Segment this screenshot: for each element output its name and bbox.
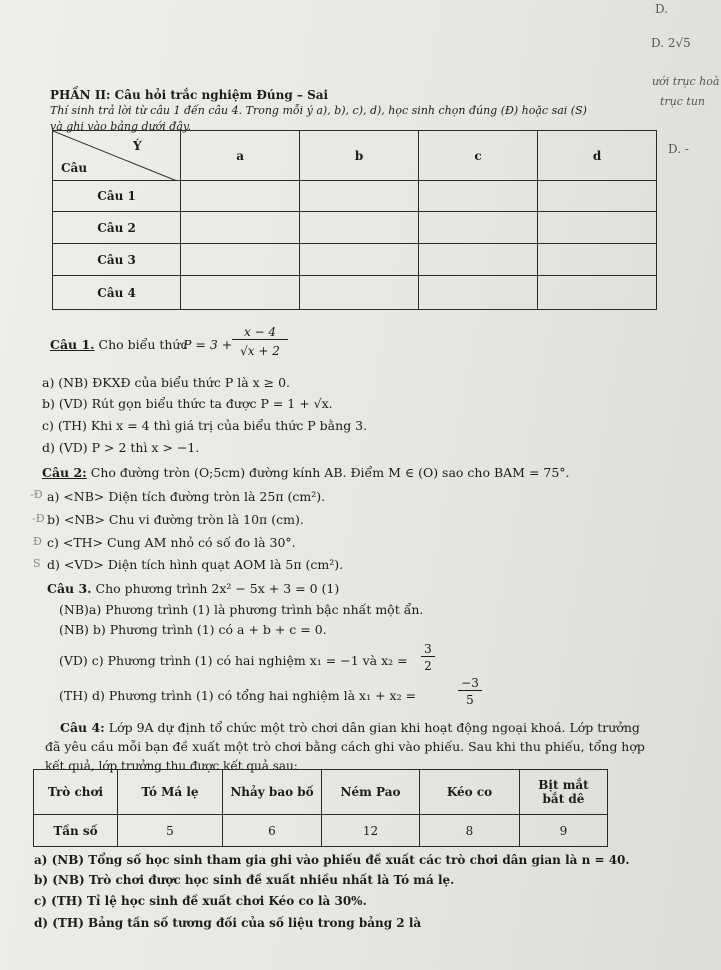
answer-cell[interactable] xyxy=(300,244,419,276)
header-col-d: d xyxy=(538,131,657,181)
header-col-b: b xyxy=(300,131,419,181)
freq-value: 8 xyxy=(420,815,520,847)
q3-stem xyxy=(47,581,339,596)
q4-option-a: a) (NB) Tổng số học sinh tham gia ghi vào phiếu đề xuất các trò chơi dân gian là n = 40. xyxy=(34,853,630,867)
q4-option-c: c) (TH) Tỉ lệ học sinh đề xuất chơi Kéo co là 30%. xyxy=(34,894,367,908)
q4-label: Câu 4: xyxy=(60,720,105,735)
part-instruction: và ghi vào bảng dưới đây. xyxy=(50,120,192,133)
q1-denominator: √x + 2 xyxy=(240,344,280,358)
row-label: Câu 4 xyxy=(53,276,181,310)
q1-option-a: a) (NB) ĐKXĐ của biểu thức P là x ≥ 0. xyxy=(42,375,291,390)
answer-cell[interactable] xyxy=(419,244,538,276)
answer-cell[interactable] xyxy=(300,212,419,244)
freq-value: 5 xyxy=(118,815,223,847)
header-col-c: c xyxy=(419,131,538,181)
q2-option-a: a) <NB> Diện tích đường tròn là 25π (cm²). xyxy=(47,489,326,504)
q4-stem-line2: đã yêu cầu mỗi bạn đề xuất một trò chơi bằng cách ghi vào phiếu. Sau khi thu phiếu, tổng hợp xyxy=(45,739,645,754)
q1-label: Câu 1. xyxy=(50,337,95,352)
answer-cell[interactable] xyxy=(538,181,657,212)
q2-label: Câu 2: xyxy=(42,465,87,480)
margin-fragment: ưới trục hoà xyxy=(652,75,720,88)
row-label: Câu 1 xyxy=(53,181,181,212)
q4-option-b: b) (NB) Trò chơi được học sinh đề xuất nhiều nhất là Tó má lẹ. xyxy=(34,873,455,887)
q1-numerator: x − 4 xyxy=(232,325,288,340)
margin-fragment: trục tun xyxy=(660,95,706,108)
answer-grid xyxy=(52,130,657,310)
header-y: Ý xyxy=(133,139,142,153)
q3-d-numerator: −3 xyxy=(458,676,482,691)
freq-value: 6 xyxy=(223,815,322,847)
q3-stem-text: Cho phương trình 2x² − 5x + 3 = 0 (1) xyxy=(95,581,340,596)
freq-header-text: Bịt mắt bắt dê xyxy=(538,778,589,806)
answer-cell[interactable] xyxy=(181,244,300,276)
q3-option-c: (VD) c) Phương trình (1) có hai nghiệm x₁ = −1 và x₂ = xyxy=(59,653,408,668)
q3-option-a: (NB)a) Phương trình (1) là phương trình bậc nhất một ẩn. xyxy=(59,602,424,617)
freq-header: Ném Pao xyxy=(322,770,420,815)
part-instruction: Thí sinh trả lời từ câu 1 đến câu 4. Trong mỗi ý a), b), c), d), học sinh chọn đúng (Đ) hoặc sai (S) xyxy=(50,104,587,117)
freq-row-label: Tần số xyxy=(34,815,118,847)
q3-c-denominator: 2 xyxy=(424,659,432,673)
answer-cell[interactable] xyxy=(300,276,419,310)
row-label: Câu 3 xyxy=(53,244,181,276)
q1-option-d: d) (VD) P > 2 thì x > −1. xyxy=(42,440,200,455)
freq-header: Tó Má lẹ xyxy=(118,770,223,815)
q3-option-b: (NB) b) Phương trình (1) có a + b + c = 0. xyxy=(59,622,327,637)
q3-label: Câu 3. xyxy=(47,581,92,596)
header-diagonal-cell xyxy=(53,131,181,181)
q1-option-b: b) (VD) Rút gọn biểu thức ta được P = 1 + √x. xyxy=(42,396,333,411)
q3-c-numerator: 3 xyxy=(421,642,435,657)
q2-stem-text: Cho đường tròn (O;5cm) đường kính AB. Điểm M ∈ (O) sao cho BAM = 75°. xyxy=(90,465,570,480)
header-cau: Câu xyxy=(61,161,88,175)
answer-cell[interactable] xyxy=(538,276,657,310)
freq-header: Kéo co xyxy=(420,770,520,815)
handwritten-mark: Ð xyxy=(33,535,42,548)
part-title: PHẦN II: Câu hỏi trắc nghiệm Đúng – Sai xyxy=(50,88,329,102)
handwritten-mark: -Ð xyxy=(32,512,45,525)
q4-stem xyxy=(60,720,640,735)
handwritten-mark: -Ð xyxy=(30,488,43,501)
answer-cell[interactable] xyxy=(300,181,419,212)
answer-cell[interactable] xyxy=(419,276,538,310)
freq-header xyxy=(520,770,608,815)
option-d-fragment: D. 2√5 xyxy=(651,36,691,50)
answer-cell[interactable] xyxy=(538,212,657,244)
q1-stem xyxy=(50,337,187,352)
q3-d-denominator: 5 xyxy=(466,693,474,707)
row-label: Câu 2 xyxy=(53,212,181,244)
freq-value: 12 xyxy=(322,815,420,847)
q4-stem-text: Lớp 9A dự định tổ chức một trò chơi dân gian khi hoạt động ngoại khoá. Lớp trưởng xyxy=(108,720,640,735)
q4-option-d: d) (TH) Bảng tần số tương đối của số liệu trong bảng 2 là xyxy=(34,916,422,930)
q1-stem-text: Cho biểu thức xyxy=(98,337,188,352)
q1-option-c: c) (TH) Khi x = 4 thì giá trị của biểu thức P bằng 3. xyxy=(42,418,368,433)
answer-cell[interactable] xyxy=(538,244,657,276)
header-col-a: a xyxy=(181,131,300,181)
freq-header: Nhảy bao bố xyxy=(223,770,322,815)
freq-value: 9 xyxy=(520,815,608,847)
q1-expression-lhs: P = 3 + xyxy=(183,337,233,352)
q3-option-d: (TH) d) Phương trình (1) có tổng hai nghiệm là x₁ + x₂ = xyxy=(59,688,417,703)
handwritten-mark: S xyxy=(33,557,41,570)
option-d-fragment: D. - xyxy=(668,142,689,156)
frequency-table xyxy=(33,769,608,847)
answer-cell[interactable] xyxy=(181,212,300,244)
q2-stem xyxy=(42,465,570,480)
option-d-fragment: D. xyxy=(655,2,669,16)
freq-header: Trò chơi xyxy=(34,770,118,815)
answer-cell[interactable] xyxy=(419,212,538,244)
answer-cell[interactable] xyxy=(419,181,538,212)
q4-stem-line3: kết quả, lớp trưởng thu được kết quả sau: xyxy=(45,759,298,773)
q2-option-d: d) <VD> Diện tích hình quạt AOM là 5π (cm²). xyxy=(47,557,344,572)
answer-cell[interactable] xyxy=(181,181,300,212)
q2-option-b: b) <NB> Chu vi đường tròn là 10π (cm). xyxy=(47,512,304,527)
answer-cell[interactable] xyxy=(181,276,300,310)
q2-option-c: c) <TH> Cung AM nhỏ có số đo là 30°. xyxy=(47,535,296,550)
